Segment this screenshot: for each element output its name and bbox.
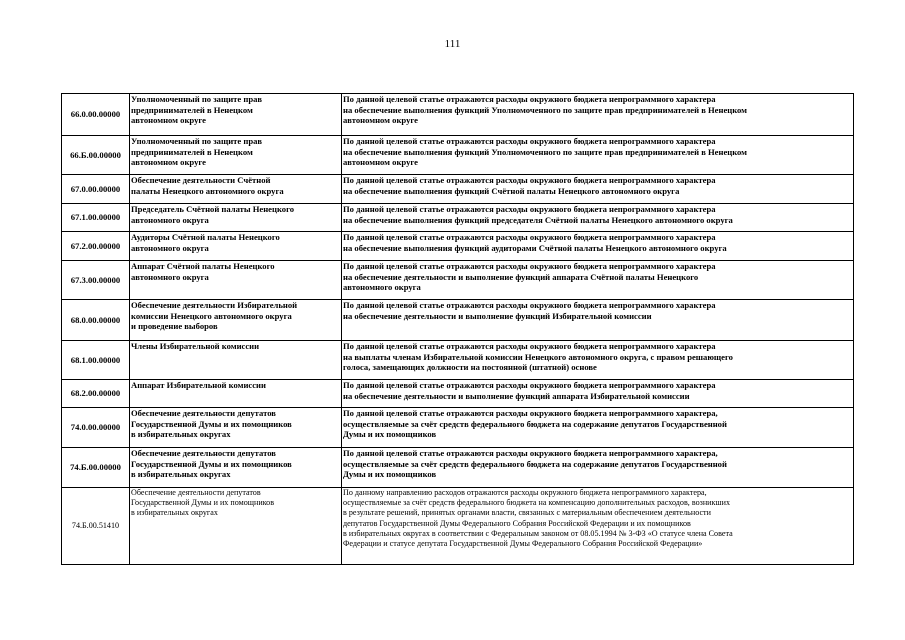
- row-code: 67.3.00.00000: [62, 261, 130, 300]
- table-row: [62, 232, 854, 261]
- row-name: Обеспечение деятельности депутатов Государственной Думы и их помощников в избирательных округах: [130, 408, 342, 448]
- row-description: По данной целевой статье отражаются расходы окружного бюджета непрограммного характера на обеспечение выполнения функций Уполномоченного по защите прав предпринимателей в Ненецком автономном округе: [342, 94, 854, 136]
- row-code: 66.Б.00.00000: [62, 136, 130, 175]
- table-row: [62, 94, 854, 136]
- row-description: По данной целевой статье отражаются расходы окружного бюджета непрограммного характера на обеспечение выполнения функций аудиторами Счётной палаты Ненецкого автономного округа: [342, 232, 854, 261]
- row-name: Члены Избирательной комиссии: [130, 341, 342, 380]
- row-name: Обеспечение деятельности Избирательной комиссии Ненецкого автономного округа и проведение выборов: [130, 300, 342, 341]
- row-description: По данной целевой статье отражаются расходы окружного бюджета непрограммного характера, осуществляемые за счёт средств федерального бюджета на содержание депутатов Государственной Думы и их помощников: [342, 448, 854, 488]
- row-name: Уполномоченный по защите прав предпринимателей в Ненецком автономном округе: [130, 136, 342, 175]
- row-description: По данному направлению расходов отражаются расходы окружного бюджета непрограммного характера, осуществляемые за счёт средств федерального бюджета на компенсацию дополнительных расходов, возникших в результате решений, принятых органами власти, связанных с материальным обеспечением деятельности депутатов Государственной Думы Федерального Собрания Российской Федерации и их помощников в избирательных округах в соответствии с Федеральным законом от 08.05.1994 № 3-ФЗ «О статусе члена Совета Федерации и статусе депутата Государственной Думы Федерального Собрания Российской Федерации»: [342, 488, 854, 565]
- row-description: По данной целевой статье отражаются расходы окружного бюджета непрограммного характера на обеспечение выполнения функций Счётной палаты Ненецкого автономного округа: [342, 175, 854, 204]
- row-name: Уполномоченный по защите прав предпринимателей в Ненецком автономном округе: [130, 94, 342, 136]
- table-row: [62, 175, 854, 204]
- row-name: Обеспечение деятельности депутатов Государственной Думы и их помощников в избирательных округах: [130, 488, 342, 565]
- table-row: [62, 488, 854, 565]
- row-code: 68.2.00.00000: [62, 380, 130, 408]
- row-name: Аппарат Счётной палаты Ненецкого автономного округа: [130, 261, 342, 300]
- row-code: 67.0.00.00000: [62, 175, 130, 204]
- row-description: По данной целевой статье отражаются расходы окружного бюджета непрограммного характера на выплаты членам Избирательной комиссии Ненецкого автономного округа, с правом решающего голоса, замещающих должности на постоянной (штатной) основе: [342, 341, 854, 380]
- row-code: 68.1.00.00000: [62, 341, 130, 380]
- table-row: [62, 300, 854, 341]
- budget-classification-table: [61, 93, 854, 565]
- row-description: По данной целевой статье отражаются расходы окружного бюджета непрограммного характера на обеспечение деятельности и выполнение функций аппарата Избирательной комиссии: [342, 380, 854, 408]
- table-row: [62, 136, 854, 175]
- table-row: [62, 261, 854, 300]
- table-row: [62, 408, 854, 448]
- row-description: По данной целевой статье отражаются расходы окружного бюджета непрограммного характера на обеспечение выполнения функций председателя Счётной палаты Ненецкого автономного округа: [342, 204, 854, 232]
- row-code: 74.Б.00.00000: [62, 448, 130, 488]
- row-name: Аудиторы Счётной палаты Ненецкого автономного округа: [130, 232, 342, 261]
- row-code: 74.0.00.00000: [62, 408, 130, 448]
- table-row: [62, 341, 854, 380]
- row-name: Аппарат Избирательной комиссии: [130, 380, 342, 408]
- row-description: По данной целевой статье отражаются расходы окружного бюджета непрограммного характера на обеспечение выполнения функций Уполномоченного по защите прав предпринимателей в Ненецком автономном округе: [342, 136, 854, 175]
- table-row: [62, 448, 854, 488]
- row-code: 67.2.00.00000: [62, 232, 130, 261]
- row-code: 74.Б.00.51410: [62, 488, 130, 565]
- row-code: 68.0.00.00000: [62, 300, 130, 341]
- page-number: 111: [444, 38, 461, 50]
- table-row: [62, 380, 854, 408]
- row-name: Обеспечение деятельности депутатов Государственной Думы и их помощников в избирательных округах: [130, 448, 342, 488]
- row-name: Председатель Счётной палаты Ненецкого автономного округа: [130, 204, 342, 232]
- row-description: По данной целевой статье отражаются расходы окружного бюджета непрограммного характера на обеспечение деятельности и выполнение функций аппарата Счётной палаты Ненецкого автономного округа: [342, 261, 854, 300]
- table-row: [62, 204, 854, 232]
- row-code: 66.0.00.00000: [62, 94, 130, 136]
- row-code: 67.1.00.00000: [62, 204, 130, 232]
- row-description: По данной целевой статье отражаются расходы окружного бюджета непрограммного характера, осуществляемые за счёт средств федерального бюджета на содержание депутатов Государственной Думы и их помощников: [342, 408, 854, 448]
- row-name: Обеспечение деятельности Счётной палаты Ненецкого автономного округа: [130, 175, 342, 204]
- row-description: По данной целевой статье отражаются расходы окружного бюджета непрограммного характера на обеспечение деятельности и выполнение функций Избирательной комиссии: [342, 300, 854, 341]
